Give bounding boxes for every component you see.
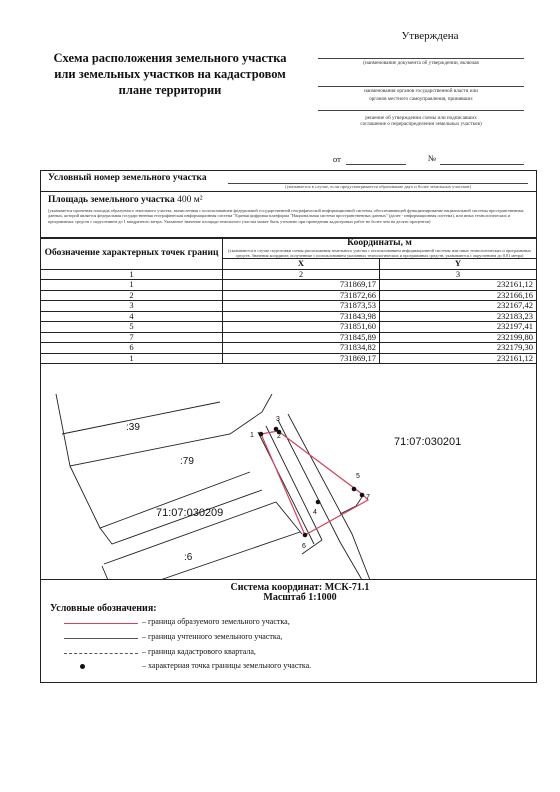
x-cell: 731834,82 — [223, 343, 380, 354]
x-cell: 731845,89 — [223, 332, 380, 343]
area-label: Площадь земельного участка — [48, 195, 175, 205]
point-cell: 2 — [41, 290, 223, 301]
y-cell: 232167,42 — [380, 301, 537, 312]
point-2-label: 2 — [277, 433, 281, 440]
x-cell: 731872,66 — [223, 290, 380, 301]
point-6-marker — [303, 533, 308, 538]
legend-registered-parcel-line — [64, 638, 138, 639]
cadastral-map — [40, 394, 537, 580]
street-line-right — [278, 420, 362, 580]
y-cell: 232166,16 — [380, 290, 537, 301]
conditional-number-label: Условный номер земельного участка — [48, 173, 207, 183]
title-line-3: плане территории — [118, 83, 222, 97]
legend-point-icon — [80, 664, 85, 669]
y-cell: 232161,12 — [380, 353, 537, 364]
approval-note-1: (наименование документа об утверждении, включая — [318, 58, 524, 66]
approval-note-5: соглашение о перераспределении земельных участков) — [360, 121, 482, 127]
y-cell: 232161,12 — [380, 280, 537, 291]
street-line-left — [258, 432, 314, 544]
point-4-marker — [316, 500, 321, 505]
coordinates-header-label: Координаты, м — [347, 238, 412, 248]
approval-number-line — [440, 164, 524, 165]
approval-note-2: наименования органов государственной власти или — [318, 86, 524, 94]
x-header: X — [223, 259, 380, 270]
legend-quarter-boundary-line — [64, 653, 138, 654]
table-row — [41, 311, 537, 322]
parcel-label-6: :6 — [184, 552, 193, 563]
conditional-number-note: (указывается в случае, если предусматривается образование двух и более земельных участков) — [285, 184, 471, 189]
table-row — [41, 301, 537, 312]
coordinates-header — [223, 239, 537, 259]
x-cell: 731851,60 — [223, 322, 380, 333]
legend-item-registered-parcel — [50, 632, 530, 644]
area-value: 400 м² — [177, 195, 203, 205]
point-name-header: Обозначение характерных точек границ — [41, 239, 223, 270]
y-cell: 232179,30 — [380, 343, 537, 354]
legend-item-new-parcel — [50, 617, 530, 629]
street-line-right-2 — [288, 414, 370, 580]
point-7-label: 7 — [366, 494, 370, 501]
table-row — [41, 322, 537, 333]
parcel-boundary-39 — [56, 394, 272, 466]
approval-number-label: № — [428, 153, 437, 163]
approval-heading: Утверждена — [401, 30, 459, 42]
map-lines — [56, 394, 370, 580]
column-number-row — [41, 269, 537, 280]
coordinates-table — [40, 238, 537, 364]
point-5-label: 5 — [356, 473, 360, 480]
parcel-boundary-39-inner — [62, 402, 220, 434]
x-cell: 731869,17 — [223, 280, 380, 291]
x-cell: 731873,53 — [223, 301, 380, 312]
y-header: Y — [380, 259, 537, 270]
point-1-label: 1 — [250, 432, 254, 439]
parcel-label-79: :79 — [180, 456, 194, 467]
parcel-label-39: :39 — [126, 422, 140, 433]
parcel-boundary-bottom — [160, 532, 300, 580]
map-scale: Масштаб 1:1000 — [263, 592, 337, 603]
point-1-marker — [259, 432, 264, 437]
x-cell: 731869,17 — [223, 353, 380, 364]
parcel-outline — [261, 431, 368, 535]
approval-note-4: решение об утверждении схемы или подписавших — [365, 115, 477, 121]
legend-title: Условные обозначения: — [50, 603, 157, 614]
point-7-marker — [360, 493, 365, 498]
point-cell: 7 — [41, 332, 223, 343]
y-cell: 232183,23 — [380, 311, 537, 322]
legend-text: – граница учтенного земельного участка, — [142, 632, 283, 641]
point-cell: 3 — [41, 301, 223, 312]
legend-text: – характерная точка границы земельного участка. — [142, 661, 312, 670]
point-3-label: 3 — [276, 416, 280, 423]
y-cell: 232197,41 — [380, 322, 537, 333]
point-cell: 4 — [41, 311, 223, 322]
approval-note-3: органов местного самоуправления, принявших — [369, 96, 473, 102]
title-line-1: Схема расположения земельного участка — [53, 51, 287, 65]
table-row — [41, 280, 537, 291]
area-note: (указывается проектная площадь образуемого земельного участка, вычисленная с использованием федеральной государственной географической информационной системы, обеспечивающей функционирование национальной системы пространственных данных, которой является федеральная государственная географическая информационная система "Единая цифровая платформа "Национальная система пространственных данных" (далее - информационная система), или иных технологических и программных средств с округлением до 1 квадратного метра. Указанное значение площади земельного участка может быть уточнено при проведении кадастровых работ не более чем на десять процентов) — [48, 208, 524, 224]
table-row — [41, 332, 537, 343]
point-5-marker — [352, 487, 357, 492]
approval-date-label: от — [333, 154, 341, 164]
legend-item-quarter-boundary — [50, 647, 530, 659]
x-cell: 731843,98 — [223, 311, 380, 322]
point-4-label: 4 — [313, 509, 317, 516]
approval-date-line — [346, 164, 406, 165]
legend-new-parcel-line — [64, 623, 138, 624]
column-number-1: 1 — [41, 269, 223, 280]
point-cell: 1 — [41, 280, 223, 291]
approval-divider — [318, 110, 524, 111]
legend-text: – граница образуемого земельного участка, — [142, 617, 290, 626]
y-cell: 232199,80 — [380, 332, 537, 343]
point-6-label: 6 — [302, 543, 306, 550]
point-cell: 6 — [41, 343, 223, 354]
column-number-3: 3 — [380, 269, 537, 280]
point-cell: 5 — [41, 322, 223, 333]
point-cell: 1 — [41, 353, 223, 364]
table-row — [41, 290, 537, 301]
area-label-wrap — [48, 195, 203, 205]
legend-text: – граница кадастрового квартала, — [142, 647, 256, 656]
coordinates-header-note: (указываются в случае подготовки схемы расположения земельного участка с использованием информационной системы или иных технологических и программных средств. Значения координат, полученные с использованием указанных технологических и программных средств, указываются с округлением до 0,01 метра) — [228, 248, 531, 258]
table-row — [41, 353, 537, 364]
coordinate-system: Система координат: МСК-71.1 — [230, 582, 370, 593]
parcel-boundary-6-edge — [102, 566, 108, 580]
title-line-2: или земельных участков на кадастровом — [54, 67, 286, 81]
quarter-label-left: 71:07:030209 — [156, 507, 224, 519]
document-title — [40, 50, 300, 98]
column-number-2: 2 — [223, 269, 380, 280]
legend-item-point — [50, 661, 530, 673]
table-row — [41, 343, 537, 354]
quarter-label-right: 71:07:030201 — [394, 436, 462, 448]
